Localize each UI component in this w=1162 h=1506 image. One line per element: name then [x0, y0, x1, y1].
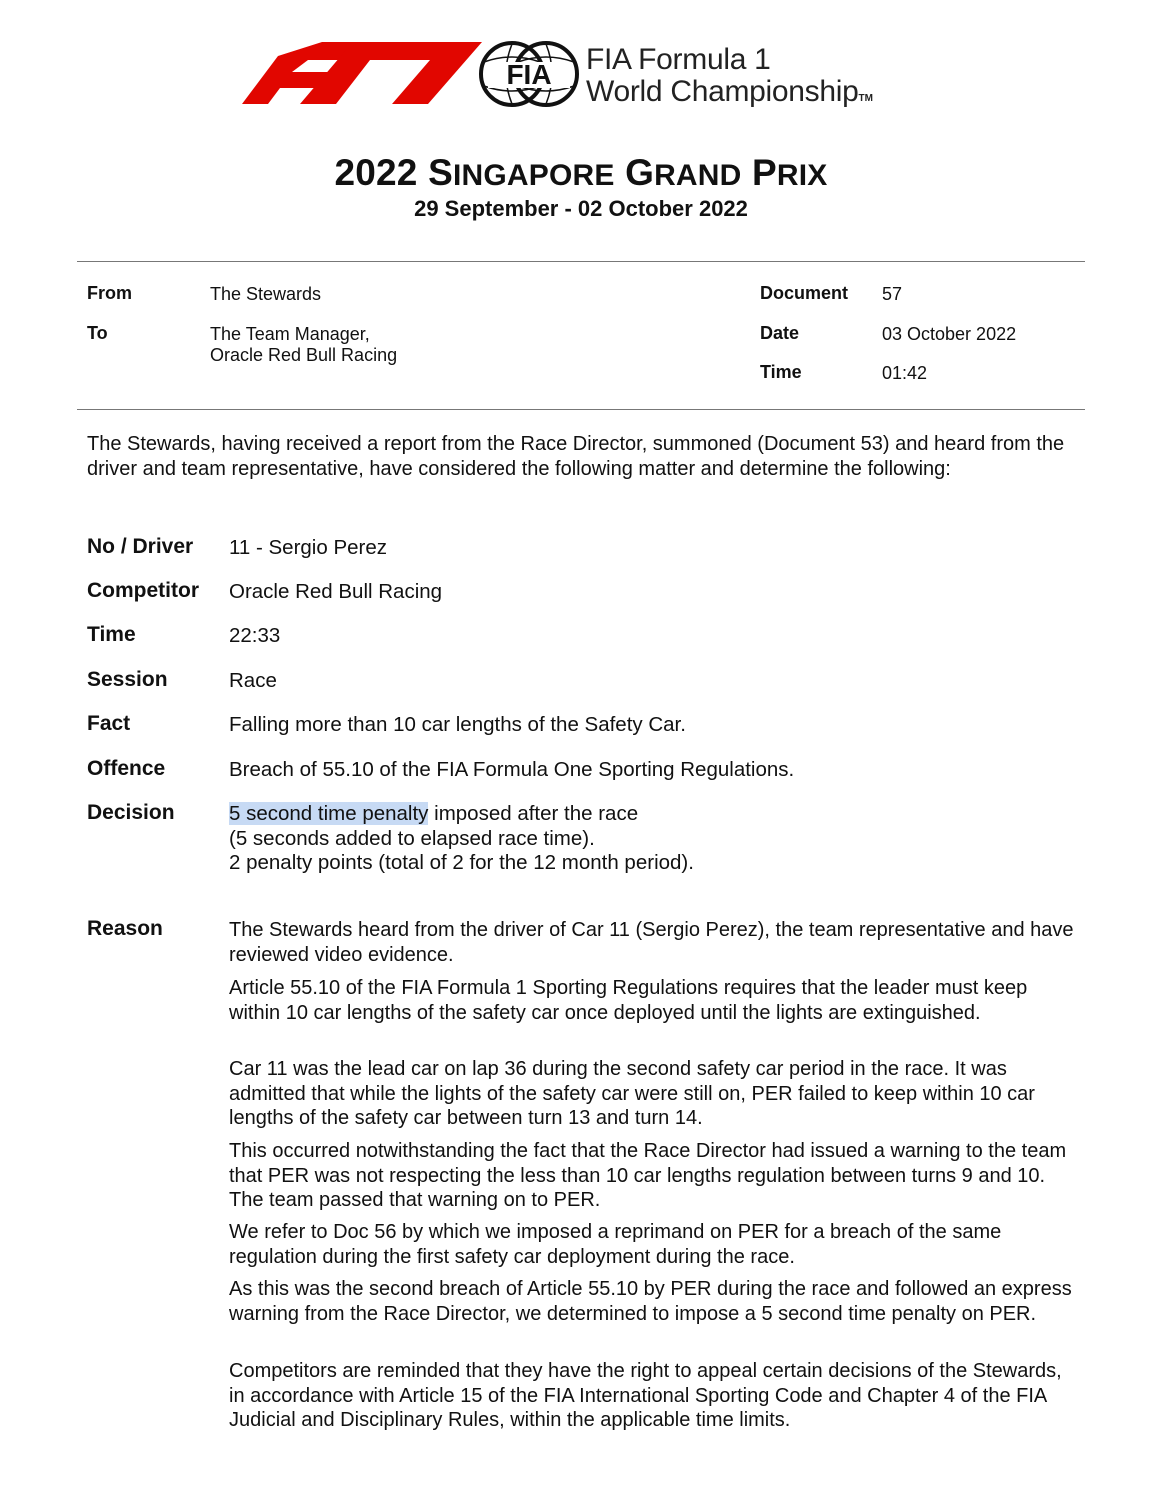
event-dates: 29 September - 02 October 2022 — [414, 196, 748, 221]
reason-paragraph: Article 55.10 of the FIA Formula 1 Sporting Regulations requires that the leader must keep within 10 car lengths of the safety car once deployed until the lights are extinguished. — [229, 977, 1028, 1024]
reason-paragraph: This occurred notwithstanding the fact that the Race Director had issued a warning to the team that PER was not respecting the less than 10 car lengths regulation between turns 9 and 10. The team passed that warning on to PER. — [229, 1140, 1067, 1211]
to-value-line2: Oracle Red Bull Racing — [210, 345, 398, 365]
reason-paragraph: Car 11 was the lead car on lap 36 during the second safety car period in the race. It was admitted that while the lights of the safety car were still on, PER failed to keep within 10 car lengths of the safety car between turn 13 and turn 14. — [229, 1058, 1035, 1129]
to-label: To — [87, 323, 108, 343]
incident-time-value: 22:33 — [229, 624, 281, 647]
title-word-singapore — [428, 152, 615, 193]
date-value: 03 October 2022 — [882, 324, 1017, 344]
incident-time-label: Time — [87, 623, 136, 646]
title-w1-first: S — [428, 152, 453, 193]
to-value-line1: The Team Manager, — [210, 324, 370, 344]
driver-label: No / Driver — [87, 535, 194, 558]
series-name — [586, 44, 873, 115]
decision-value — [229, 802, 1079, 876]
decision-line3: 2 penalty points (total of 2 for the 12 month period). — [229, 851, 694, 874]
decision-highlight: 5 second time penalty — [229, 802, 429, 825]
competitor-label: Competitor — [87, 579, 199, 602]
event-title — [0, 152, 1162, 194]
decision-line2: (5 seconds added to elapsed race time). — [229, 826, 595, 850]
title-w2-rest: RAND — [654, 159, 742, 192]
document-label: Document — [760, 283, 849, 303]
title-word-prix — [752, 152, 828, 193]
time-value: 01:42 — [882, 363, 928, 383]
title-w2-first: G — [625, 152, 655, 193]
from-label: From — [87, 283, 132, 303]
decision-line1 — [229, 802, 1079, 827]
fact-value: Falling more than 10 car lengths of the Safety Car. — [229, 713, 686, 736]
header-divider-top — [77, 261, 1085, 262]
series-name-line1: FIA Formula 1 — [586, 43, 771, 76]
reason-paragraph: Competitors are reminded that they have the right to appeal certain decisions of the Stewards, in accordance with Article 15 of the FIA International Sporting Code and Chapter 4 of the FIA Judicial and Disciplinary Rules, within the applicable time limits. — [229, 1360, 1062, 1431]
offence-value: Breach of 55.10 of the FIA Formula One Sporting Regulations. — [229, 758, 795, 781]
title-w3-first: P — [752, 152, 777, 193]
reason-paragraph: As this was the second breach of Article 55.10 by PER during the race and followed an express warning from the Race Director, we determined to impose a 5 second time penalty on PER. — [229, 1278, 1072, 1325]
from-value: The Stewards — [210, 284, 322, 304]
reason-paragraph: The Stewards heard from the driver of Car 11 (Sergio Perez), the team representative and have reviewed video evidence. — [229, 919, 1074, 966]
decision-label: Decision — [87, 801, 175, 824]
session-value: Race — [229, 669, 277, 692]
session-label: Session — [87, 668, 168, 691]
fact-label: Fact — [87, 712, 131, 735]
time-label: Time — [760, 362, 802, 382]
fia-logo — [478, 38, 580, 110]
series-name-line2-text: World Championship — [586, 75, 859, 108]
title-year: 2022 — [334, 152, 418, 193]
intro-paragraph: The Stewards, having received a report from the Race Director, summoned (Document 53) and heard from the driver and team representative, have considered the following matter and determine the following: — [87, 433, 1065, 480]
reason-label: Reason — [87, 917, 163, 940]
header-divider-bottom — [77, 409, 1085, 410]
f1-logo — [242, 42, 482, 104]
title-word-grand — [625, 152, 741, 193]
fia-logo-text: FIA — [506, 59, 552, 90]
title-w3-rest: RIX — [776, 159, 828, 192]
reason-paragraph: We refer to Doc 56 by which we imposed a reprimand on PER for a breach of the same regulation during the first safety car deployment during the race. — [229, 1221, 1002, 1268]
series-name-line2 — [586, 76, 873, 115]
decision-line1-rest: imposed after the race — [428, 802, 639, 825]
offence-label: Offence — [87, 757, 166, 780]
to-value — [210, 324, 397, 366]
trademark-mark: TM — [858, 93, 873, 104]
driver-value: 11 - Sergio Perez — [229, 536, 388, 559]
competitor-value: Oracle Red Bull Racing — [229, 580, 443, 603]
title-w1-rest: INGAPORE — [452, 159, 615, 192]
date-label: Date — [760, 323, 800, 343]
document-value: 57 — [882, 284, 903, 304]
